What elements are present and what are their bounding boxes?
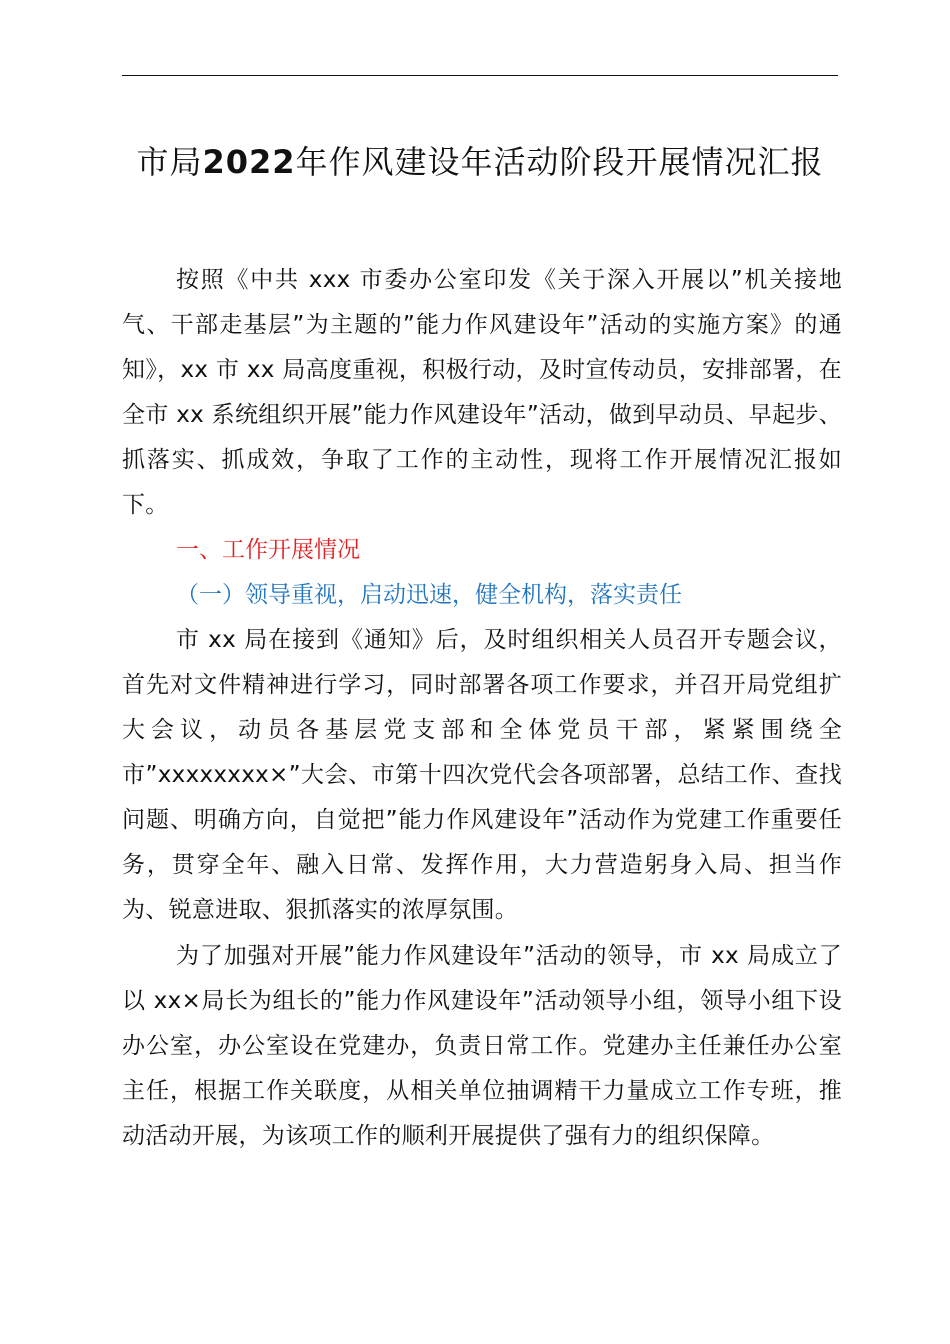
title-prefix: 市局 <box>136 143 203 181</box>
intro-paragraph: 按照《中共 xxx 市委办公室印发《关于深入开展以”机关接地气、干部走基层”为主题的”能力作风建设年”活动的实施方案》的通知》，xx 市 xx 局高度重视，积极行动，及时宣传动员，安排部署，在全市 xx 系统组织开展”能力作风建设年”活动，做到早动员、早起步、抓落实、抓成效，争取了工作的主动性，现将工作开展情况汇报如下。 <box>122 267 842 518</box>
subsection-heading: （一）领导重视，启动迅速，健全机构，落实责任 <box>176 582 682 608</box>
body-paragraph-2: 为了加强对开展”能力作风建设年”活动的领导，市 xx 局成立了以 xx×局长为组长的”能力作风建设年”活动领导小组，领导小组下设办公室，办公室设在党建办，负责日常工作。党建办主任兼任办公室主任，根据工作关联度，从相关单位抽调精干力量成立工作专班，推动活动开展，为该项工作的顺利开展提供了强有力的组织保障。 <box>122 943 842 1149</box>
title-suffix: 年作风建设年活动阶段开展情况汇报 <box>295 143 824 181</box>
document-title <box>110 136 850 188</box>
section-heading: 一、工作开展情况 <box>176 537 360 563</box>
body-paragraph-1: 市 xx 局在接到《通知》后，及时组织相关人员召开专题会议，首先对文件精神进行学习，同时部署各项工作要求，并召开局党组扩大会议，动员各基层党支部和全体党员干部，紧紧围绕全市”xxxxxxxx×”大会、市第十四次党代会各项部署，总结工作、查找问题、明确方向，自觉把”能力作风建设年”活动作为党建工作重要任务，贯穿全年、融入日常、发挥作用，大力营造躬身入局、担当作为、锐意进取、狠抓落实的浓厚氛围。 <box>122 627 842 923</box>
title-year: 2022 <box>202 143 296 181</box>
header-rule <box>122 75 838 76</box>
